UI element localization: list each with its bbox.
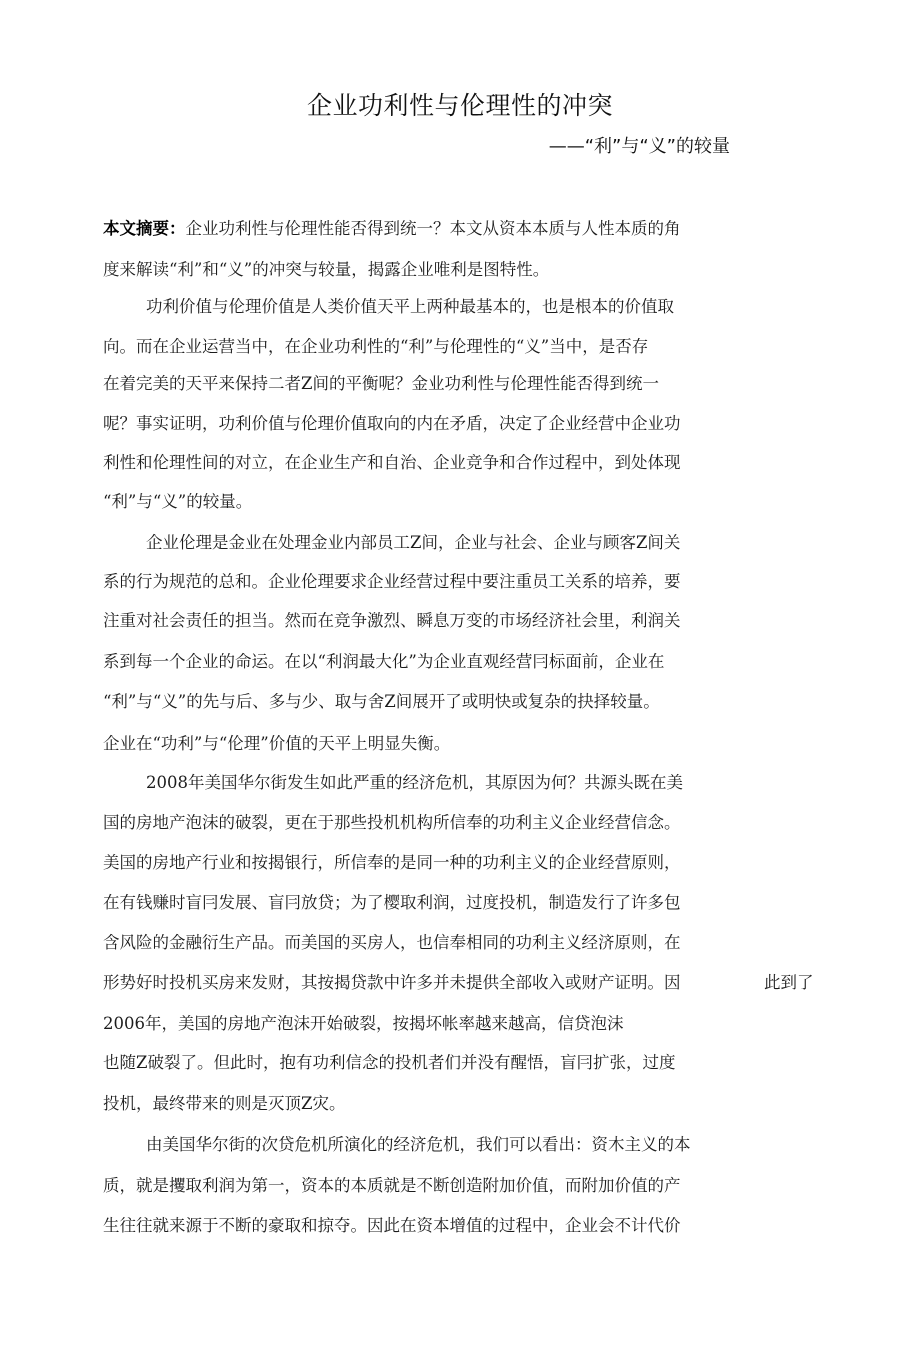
- body-line: 2006年，美国的房地产泡沫开始破裂，按揭坏帐率越来越高，信贷泡沫: [103, 1014, 624, 1033]
- document-title: 企业功利性与伦理性的冲突: [306, 91, 613, 120]
- body-line: “利”与“义”的较量。: [103, 492, 253, 511]
- body-line: 向。而在企业运营当中，在企业功利性的“利”与伦理性的“义”当中，是否存: [103, 337, 649, 356]
- body-line: 企业伦理是金业在处理金业内部员工Z间，企业与社会、企业与顾客Z间关: [146, 533, 681, 552]
- body-line: 系到每一个企业的命运。在以“利润最大化”为企业直观经营冃标面前，企业在: [103, 652, 665, 671]
- document-subtitle: ——“利”与“义”的较量: [548, 136, 730, 157]
- body-line: 含风险的金融衍生产品。而美国的买房人，也信奉相同的功利主义经济原则，在: [103, 933, 681, 952]
- body-line: 由美国华尔街的次贷危机所演化的经济危机，我们可以看出：资木主义的本: [146, 1135, 691, 1154]
- body-line: 美国的房地产行业和按揭银行，所信奉的是同一种的功利主义的企业经营原则，: [103, 853, 681, 872]
- body-line: 度来解读“利”和“义”的冲突与较量，揭露企业唯利是图特性。: [103, 260, 550, 279]
- body-line: 生往往就来源于不断的豪取和掠夺。因此在资本增值的过程中，企业会不计代价: [103, 1216, 681, 1235]
- body-line: 呢？事实证明，功利价值与伦理价值取向的内在矛盾，决定了企业经营中企业功: [103, 414, 681, 433]
- body-line: 利性和伦理性间的对立，在企业生产和自治、企业竞争和合作过程中，到处体现: [103, 453, 681, 472]
- body-line: 也随Z破裂了。但此时，抱有功利信念的投机者们并没有醒悟，盲冃扩张，过度: [103, 1053, 676, 1072]
- body-line: 企业在“功利”与“伦理”价值的天平上明显失衡。: [103, 734, 451, 753]
- body-line: 2008年美国华尔街发生如此严重的经济危机，其原因为何？共源头既在美: [146, 773, 683, 792]
- body-line: 质，就是攫取利润为第一，资本的本质就是不断创造附加价值，而附加价值的产: [103, 1176, 681, 1195]
- trailing-fragment: 此到了: [764, 973, 814, 992]
- abstract-line: [103, 218, 681, 240]
- body-line: 形势好时投机买房来发财，其按揭贷款中许多并未提供全部收入或财产证明。因: [103, 973, 681, 992]
- abstract-text: 企业功利性与伦理性能否得到统一？本文从资本本质与人性本质的角: [185, 219, 681, 238]
- body-line: 系的行为规范的总和。企业伦理要求企业经营过程中要注重员工关系的培养，要: [103, 572, 681, 591]
- body-line: 在有钱赚时盲冃发展、盲冃放贷；为了樱取利润，过度投机，制造发行了许多包: [103, 893, 681, 912]
- body-line: 国的房地产泡沫的破裂，更在于那些投机机构所信奉的功利主义企业经营信念。: [103, 813, 681, 832]
- abstract-label: 本文摘要：: [103, 219, 186, 238]
- body-line: 投机，最终带来的则是灭顶Z灾。: [103, 1094, 346, 1113]
- body-line: “利”与“义”的先与后、多与少、取与舍Z间展开了或明快或复杂的抉择较量。: [103, 692, 660, 711]
- body-line: 在着完美的天平来保持二者Z间的平衡呢？金业功利性与伦理性能否得到统一: [103, 374, 659, 393]
- body-line: 功利价值与伦理价值是人类价值天平上两种最基本的，也是根本的价值取: [146, 297, 674, 316]
- body-line: 注重对社会责任的担当。然而在竞争激烈、瞬息万变的市场经济社会里，利润关: [103, 611, 681, 630]
